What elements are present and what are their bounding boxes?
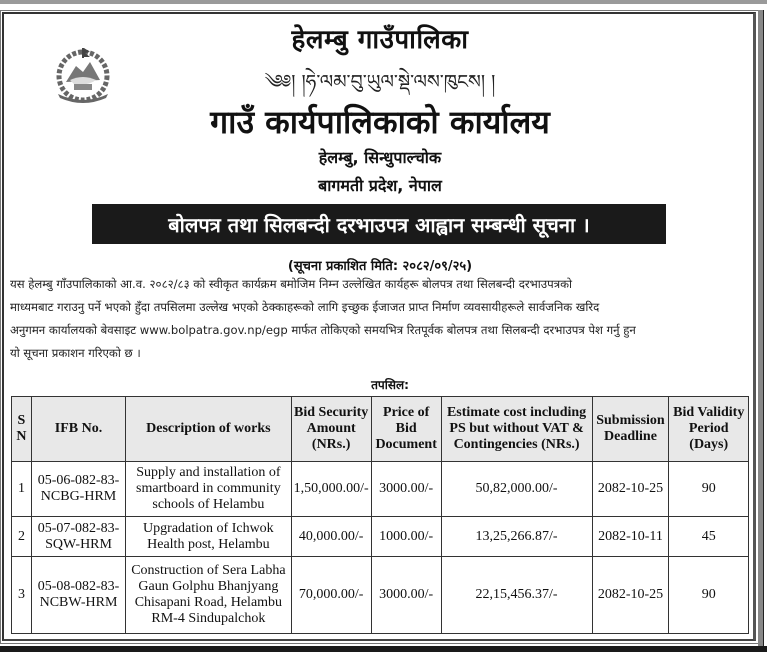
office-title: गाउँ कार्यपालिकाको कार्यालय bbox=[210, 103, 550, 141]
header-price-doc: Price of Bid Document bbox=[371, 397, 441, 462]
cell-estimate: 22,15,456.37/- bbox=[441, 557, 592, 634]
cell-validity: 90 bbox=[669, 557, 749, 634]
cell-ifb: 05-06-082-83- NCBG-HRM bbox=[31, 462, 125, 517]
table-header-row bbox=[12, 397, 749, 462]
cell-bid-security: 40,000.00/- bbox=[291, 517, 371, 557]
cell-sn: 3 bbox=[12, 557, 32, 634]
header-description: Description of works bbox=[126, 397, 292, 462]
table-row bbox=[12, 462, 749, 517]
bids-table bbox=[11, 396, 749, 634]
cell-validity: 90 bbox=[669, 462, 749, 517]
cell-ifb: 05-07-082-83- SQW-HRM bbox=[31, 517, 125, 557]
cell-bid-security: 1,50,000.00/- bbox=[291, 462, 371, 517]
header-deadline: Submission Deadline bbox=[592, 397, 669, 462]
cell-estimate: 13,25,266.87/- bbox=[441, 517, 592, 557]
cell-validity: 45 bbox=[669, 517, 749, 557]
cell-price-doc: 3000.00/- bbox=[371, 462, 441, 517]
cell-description: Supply and installation of smartboard in community schools of Helambu bbox=[126, 462, 292, 517]
notice-title-banner bbox=[92, 204, 666, 244]
tibetan-title: ༄༅། །ཧེ་ལམ་བུ་ཡུལ་སྡེ་ལས་ཁུངས། ། bbox=[264, 71, 496, 93]
notice-body-line: यो सूचना प्रकाशन गरिएको छ । bbox=[10, 346, 141, 360]
cell-price-doc: 1000.00/- bbox=[371, 517, 441, 557]
municipality-name: हेलम्बु गाउँपालिका bbox=[291, 25, 469, 55]
publish-date: (सूचना प्रकाशित मिति: २०८२/०९/२५) bbox=[287, 259, 473, 274]
cell-deadline: 2082-10-25 bbox=[592, 557, 669, 634]
header-estimate: Estimate cost including PS but without VAT & Contingencies (NRs.) bbox=[441, 397, 592, 462]
office-province: बागमती प्रदेश, नेपाल bbox=[318, 176, 442, 195]
header-bid-security: Bid Security Amount (NRs.) bbox=[291, 397, 371, 462]
notice-body-line: माध्यमबाट गराउनु पर्ने भएको हुँदा तपसिलमा उल्लेख भएको ठेक्काहरूको लागि इच्छुक ईजाजत प्राप्त निर्माण व्यवसायीहरूले सार्वजनिक खरिद bbox=[10, 300, 600, 314]
notice-body-line: यस हेलम्बु गाँउपालिकाको आ.व. २०८२/८३ को स्वीकृत कार्यक्रम बमोजिम निम्न उल्लेखित कार्यहरू बोलपत्र तथा सिलबन्दी दरभाउपत्रको bbox=[10, 277, 573, 291]
table-row bbox=[12, 557, 749, 634]
header-sn: S N bbox=[12, 397, 32, 462]
header-validity: Bid Validity Period (Days) bbox=[669, 397, 749, 462]
header-ifb: IFB No. bbox=[31, 397, 125, 462]
cell-sn: 1 bbox=[12, 462, 32, 517]
notice-body-line: अनुगमन कार्यालयको बेवसाइट www.bolpatra.gov.np/egp मार्फत तोकिएको समयभित्र रितपूर्वक बोलपत्र तथा सिलबन्दी दरभाउपत्र पेश गर्नु हुन bbox=[10, 323, 636, 337]
schedule-label: तपसिल: bbox=[371, 378, 409, 392]
cell-estimate: 50,82,000.00/- bbox=[441, 462, 592, 517]
cell-deadline: 2082-10-25 bbox=[592, 462, 669, 517]
office-location: हेलम्बु, सिन्धुपाल्चोक bbox=[318, 148, 442, 167]
cell-sn: 2 bbox=[12, 517, 32, 557]
notice-title: बोलपत्र तथा सिलबन्दी दरभाउपत्र आह्वान सम्बन्धी सूचना । bbox=[168, 212, 590, 237]
cell-ifb: 05-08-082-83- NCBW-HRM bbox=[31, 557, 125, 634]
cell-description: Upgradation of Ichwok Health post, Helambu bbox=[126, 517, 292, 557]
cell-deadline: 2082-10-11 bbox=[592, 517, 669, 557]
bottom-rule bbox=[0, 646, 767, 652]
top-rule bbox=[0, 0, 767, 4]
notice-body bbox=[10, 273, 752, 365]
table-row bbox=[12, 517, 749, 557]
cell-description: Construction of Sera Labha Gaun Golphu Bhanjyang Chisapani Road, Helambu RM-4 Sindupalchok bbox=[126, 557, 292, 634]
cell-bid-security: 70,000.00/- bbox=[291, 557, 371, 634]
cell-price-doc: 3000.00/- bbox=[371, 557, 441, 634]
